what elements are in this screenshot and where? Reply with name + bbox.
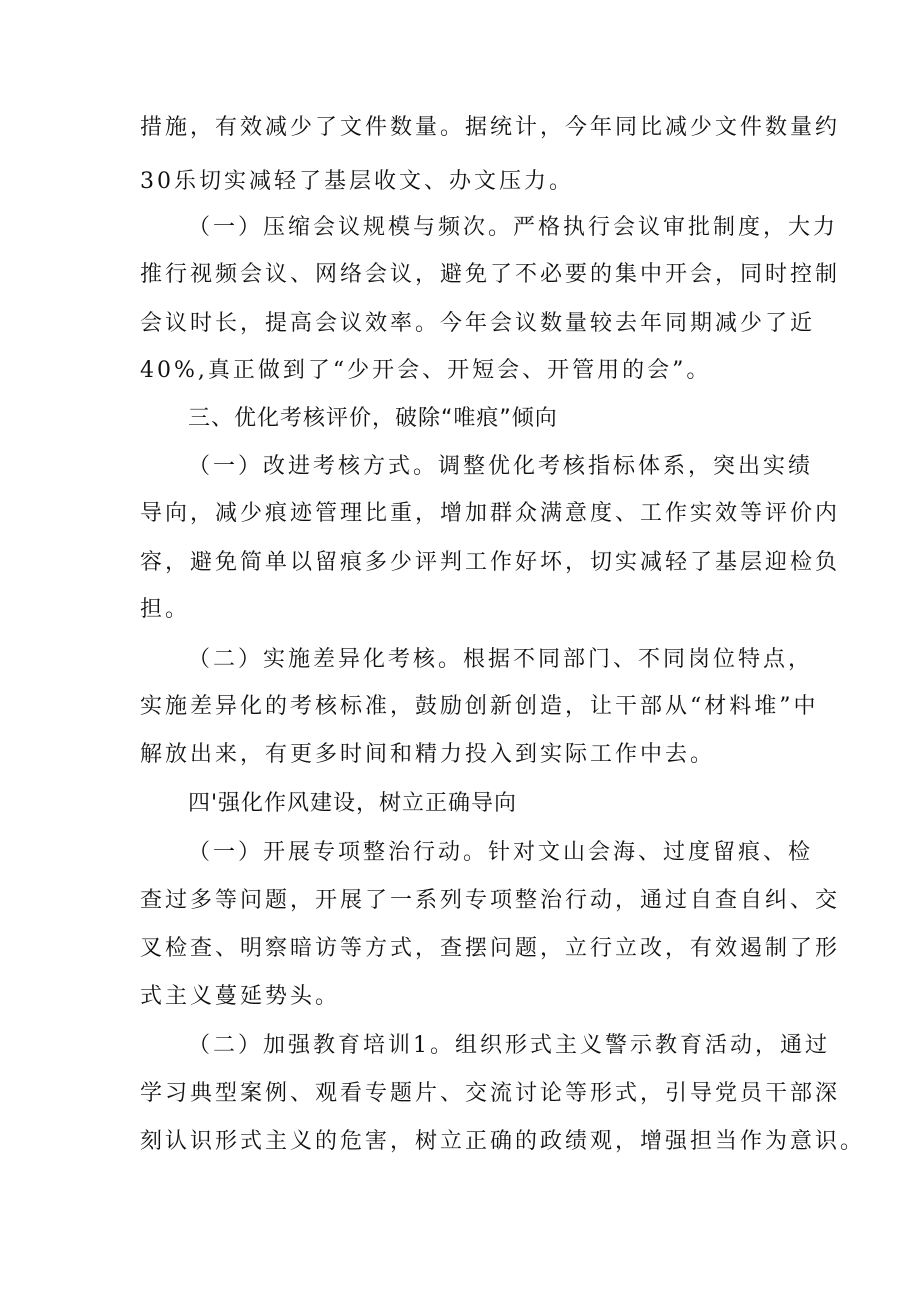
body-text-line: 担。 [140,597,191,622]
paragraph-first-line: （一）压缩会议规模与频次。严格执行会议审批制度，大力 [188,215,839,240]
body-text-line: 措施，有效减少了文件数量。据统计，今年同比减少文件数量约 [140,115,841,140]
section-heading: 三、优化考核评价，破除“唯痕”倾向 [188,406,558,431]
body-text-line: 查过多等问题，开展了一系列专项整治行动，通过自查自纠、交 [140,888,841,913]
paragraph-first-line: （二）实施差异化考核。根据不同部门、不同岗位特点， [188,647,814,672]
paragraph-first-line: （二）加强教育培训1。组织形式主义警示教育活动，通过 [188,1033,830,1058]
body-text-line: 叉检查、明察暗访等方式，查摆问题，立行立改，有效遏制了形 [140,936,841,961]
body-text-line: 学习典型案例、观看专题片、交流讨论等形式，引导党员干部深 [140,1081,841,1106]
body-text-line: 式主义蔓延势头。 [140,984,341,1009]
paragraph-first-line: （一）开展专项整治行动。针对文山会海、过度留痕、检 [188,840,814,865]
body-text-line: 30乐切实减轻了基层收文、办文压力。 [140,169,574,194]
body-text-line: 刻认识形式主义的危害，树立正确的政绩观，增强担当作为意识。 [140,1129,866,1154]
body-text-line: 40%,真正做到了“少开会、开短会、开管用的会”。 [140,358,712,383]
paragraph-first-line: （一）改进考核方式。调整优化考核指标体系，突出实绩 [188,454,814,479]
body-text-line: 实施差异化的考核标准，鼓励创新创造，让干部从“材料堆”中 [140,694,819,719]
body-text-line: 会议时长，提高会议效率。今年会议数量较去年同期减少了近 [140,311,816,336]
body-text-line: 导向，减少痕迹管理比重，增加群众满意度、工作实效等评价内 [140,501,841,526]
body-text-line: 推行视频会议、网络会议，避免了不必要的集中开会，同时控制 [140,262,841,287]
body-text-line: 解放出来，有更多时间和精力投入到实际工作中去。 [140,742,716,767]
body-text-line: 容，避免简单以留痕多少评判工作好坏，切实减轻了基层迎检负 [140,550,841,575]
section-heading: 四'强化作风建设，树立正确导向 [188,791,518,816]
